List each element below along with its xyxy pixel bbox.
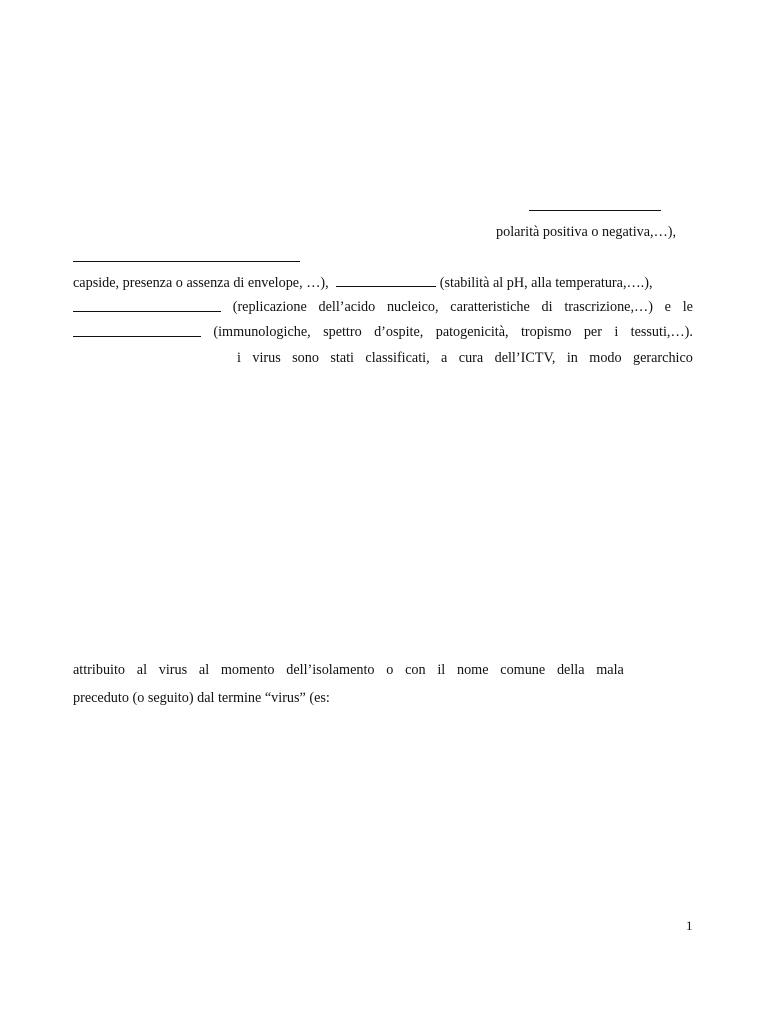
word: tessuti,…). (630, 324, 693, 340)
word: virus (158, 662, 188, 678)
text-line (496, 223, 676, 241)
word: (replicazione (232, 299, 307, 315)
text-line (237, 349, 693, 367)
text-line (73, 661, 624, 679)
word: d’ospite, (374, 324, 424, 340)
word: (immunologiche, (213, 324, 311, 340)
word: patogenicità, (435, 324, 509, 340)
word: mala (596, 662, 624, 678)
word: attribuito (73, 662, 126, 678)
word: cura (458, 350, 484, 366)
word: i (237, 350, 241, 366)
text-fragment: polarità positiva o negativa,…), (496, 224, 677, 240)
word: il (437, 662, 446, 678)
word: dell’ICTV, (494, 350, 556, 366)
word: per (583, 324, 602, 340)
word: virus (252, 350, 281, 366)
text-fragment: capside, presenza o assenza di envelope, …), (73, 275, 329, 291)
word: stati (330, 350, 355, 366)
word: al (136, 662, 148, 678)
word: momento (220, 662, 275, 678)
word: di (541, 299, 553, 315)
word: i (614, 324, 619, 340)
text-line (73, 689, 330, 707)
word: gerarchico (633, 350, 693, 366)
word: e (664, 299, 671, 315)
text-fragment: (stabilità al pH, alla temperatura,….), (439, 275, 653, 291)
word: spettro (323, 324, 362, 340)
text-line (73, 273, 693, 292)
word: della (556, 662, 585, 678)
page-number: 1 (686, 918, 693, 933)
blank-field (73, 323, 201, 337)
word: comune (500, 662, 546, 678)
text-line (73, 298, 693, 316)
word: dell’isolamento (286, 662, 375, 678)
text-fragment: preceduto (o seguito) dal termine “virus” (es: (73, 690, 330, 706)
blank-field (73, 298, 221, 312)
word: in (566, 350, 578, 366)
word: modo (589, 350, 622, 366)
word: nome (456, 662, 489, 678)
blank-line (73, 248, 300, 267)
word: nucleico, (386, 299, 439, 315)
word: dell’acido (318, 299, 376, 315)
word: o (386, 662, 394, 678)
word: caratteristiche (450, 299, 530, 315)
word: tropismo (520, 324, 572, 340)
text-line (73, 323, 693, 341)
word: sono (292, 350, 319, 366)
word: a (441, 350, 448, 366)
word: con (405, 662, 426, 678)
word: le (682, 299, 693, 315)
word: al (198, 662, 210, 678)
blank-field (336, 273, 436, 287)
word: classificati, (365, 350, 430, 366)
blank-line (529, 197, 661, 216)
word: trascrizione,…) (564, 299, 653, 315)
